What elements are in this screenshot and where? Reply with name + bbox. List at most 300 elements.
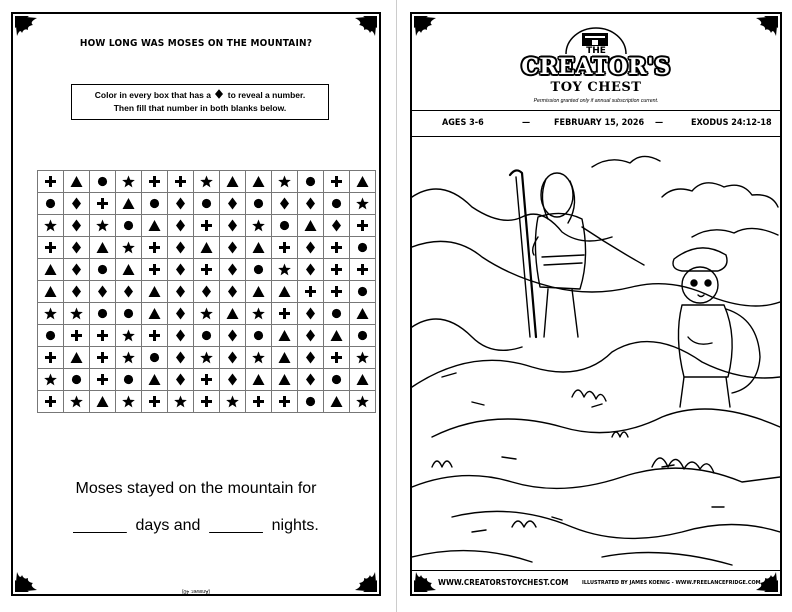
grid-cell[interactable] (38, 193, 64, 215)
separator-dash: — (655, 118, 664, 128)
grid-cell[interactable] (246, 369, 272, 391)
grid-cell[interactable] (272, 391, 298, 413)
grid-cell[interactable] (246, 215, 272, 237)
sentence-line: Moses stayed on the mountain for (75, 480, 317, 497)
grid-cell[interactable] (116, 369, 142, 391)
star-icon (70, 307, 83, 320)
grid-cell[interactable] (246, 193, 272, 215)
grid-cell[interactable] (220, 237, 246, 259)
grid-cell[interactable] (194, 369, 220, 391)
grid-row (38, 215, 376, 237)
grid-cell[interactable] (272, 369, 298, 391)
circle-icon (356, 329, 369, 342)
grid-cell[interactable] (194, 259, 220, 281)
circle-icon (96, 175, 109, 188)
grid-cell[interactable] (194, 325, 220, 347)
triangle-icon (356, 373, 369, 386)
triangle-icon (330, 329, 343, 342)
grid-cell[interactable] (64, 303, 90, 325)
grid-cell[interactable] (272, 215, 298, 237)
grid-cell[interactable] (298, 325, 324, 347)
plus-icon (148, 395, 161, 408)
grid-cell[interactable] (350, 391, 376, 413)
triangle-icon (148, 285, 161, 298)
info-bar (412, 110, 780, 137)
grid-cell[interactable] (350, 347, 376, 369)
grid-cell[interactable] (38, 237, 64, 259)
plus-icon (44, 241, 57, 254)
diamond-icon (304, 307, 317, 320)
grid-cell[interactable] (38, 369, 64, 391)
circle-icon (122, 373, 135, 386)
plus-icon (44, 351, 57, 364)
instruction-box (71, 84, 329, 120)
grid-cell[interactable] (64, 237, 90, 259)
grid-cell[interactable] (246, 303, 272, 325)
triangle-icon (356, 175, 369, 188)
diamond-icon (174, 219, 187, 232)
grid-cell[interactable] (324, 171, 350, 193)
circle-icon (304, 395, 317, 408)
diamond-icon (174, 373, 187, 386)
plus-icon (200, 219, 213, 232)
circle-icon (200, 329, 213, 342)
grid-cell[interactable] (298, 215, 324, 237)
grid-cell[interactable] (324, 193, 350, 215)
plus-icon (148, 263, 161, 276)
circle-icon (148, 197, 161, 210)
circle-icon (96, 263, 109, 276)
triangle-icon (252, 285, 265, 298)
grid-cell[interactable] (38, 325, 64, 347)
circle-icon (252, 263, 265, 276)
plus-icon (96, 329, 109, 342)
triangle-icon (226, 307, 239, 320)
grid-cell[interactable] (116, 325, 142, 347)
diamond-icon (70, 241, 83, 254)
grid-cell[interactable] (272, 303, 298, 325)
symbol-grid (37, 170, 376, 413)
grid-cell[interactable] (194, 303, 220, 325)
grid-cell[interactable] (324, 281, 350, 303)
grid-cell[interactable] (298, 347, 324, 369)
triangle-icon (122, 263, 135, 276)
grid-cell[interactable] (64, 259, 90, 281)
plus-icon (148, 241, 161, 254)
instruction-text: Color in every box that has a (94, 90, 211, 100)
grid-cell[interactable] (38, 171, 64, 193)
grid-cell[interactable] (350, 171, 376, 193)
grid-cell[interactable] (298, 281, 324, 303)
grid-cell[interactable] (350, 215, 376, 237)
grid-cell[interactable] (38, 259, 64, 281)
star-icon (356, 351, 369, 364)
triangle-icon (278, 351, 291, 364)
grid-cell[interactable] (246, 171, 272, 193)
grid-cell[interactable] (194, 215, 220, 237)
grid-cell[interactable] (116, 391, 142, 413)
grid-cell[interactable] (168, 171, 194, 193)
diamond-icon (278, 197, 291, 210)
grid-cell[interactable] (298, 237, 324, 259)
grid-cell[interactable] (194, 281, 220, 303)
plus-icon (44, 175, 57, 188)
diamond-icon (174, 285, 187, 298)
diamond-icon (226, 373, 239, 386)
diamond-icon (174, 241, 187, 254)
grid-cell[interactable] (168, 347, 194, 369)
grid-cell[interactable] (142, 237, 168, 259)
diamond-icon (96, 285, 109, 298)
logo-subtitle: TOY CHEST (550, 80, 642, 95)
diamond-icon (174, 329, 187, 342)
grid-cell[interactable] (38, 391, 64, 413)
grid-cell[interactable] (220, 171, 246, 193)
instruction-text: Then fill that number in both blanks below. (113, 103, 287, 113)
plus-icon (200, 373, 213, 386)
grid-cell[interactable] (350, 325, 376, 347)
plus-icon (330, 285, 343, 298)
star-icon (356, 395, 369, 408)
triangle-icon (44, 285, 57, 298)
triangle-icon (278, 329, 291, 342)
grid-cell[interactable] (64, 391, 90, 413)
grid-cell[interactable] (324, 237, 350, 259)
triangle-icon (148, 373, 161, 386)
plus-icon (356, 219, 369, 232)
grid-cell[interactable] (324, 259, 350, 281)
grid-cell[interactable] (90, 215, 116, 237)
diamond-icon (226, 263, 239, 276)
grid-cell[interactable] (350, 237, 376, 259)
grid-cell[interactable] (246, 281, 272, 303)
grid-cell[interactable] (168, 369, 194, 391)
grid-cell[interactable] (220, 259, 246, 281)
grid-cell[interactable] (64, 215, 90, 237)
circle-icon (330, 307, 343, 320)
diamond-icon (304, 197, 317, 210)
grid-cell[interactable] (90, 259, 116, 281)
grid-cell[interactable] (220, 391, 246, 413)
plus-icon (330, 241, 343, 254)
star-icon (278, 263, 291, 276)
grid-cell[interactable] (142, 171, 168, 193)
grid-cell[interactable] (246, 391, 272, 413)
grid-cell[interactable] (194, 391, 220, 413)
grid-cell[interactable] (272, 237, 298, 259)
grid-cell[interactable] (272, 281, 298, 303)
grid-cell[interactable] (298, 369, 324, 391)
circle-icon (356, 241, 369, 254)
illustrator-credit: ILLUSTRATED BY JAMES KOENIG - WWW.FREELANCEFRIDGE.COM (582, 579, 761, 586)
plus-icon (356, 263, 369, 276)
grid-cell[interactable] (38, 347, 64, 369)
grid-row (38, 281, 376, 303)
circle-icon (44, 197, 57, 210)
grid-cell[interactable] (168, 259, 194, 281)
circle-icon (96, 307, 109, 320)
grid-cell[interactable] (220, 303, 246, 325)
grid-cell[interactable] (324, 303, 350, 325)
grid-cell[interactable] (142, 259, 168, 281)
grid-cell[interactable] (116, 281, 142, 303)
grid-cell[interactable] (246, 237, 272, 259)
grid-cell[interactable] (246, 259, 272, 281)
grid-cell[interactable] (90, 347, 116, 369)
star-icon (44, 373, 57, 386)
grid-cell[interactable] (64, 193, 90, 215)
grid-cell[interactable] (272, 259, 298, 281)
circle-icon (356, 285, 369, 298)
header (412, 14, 780, 118)
star-icon (252, 351, 265, 364)
diamond-icon (226, 329, 239, 342)
puzzle-title: HOW LONG WAS MOSES ON THE MOUNTAIN? (79, 38, 313, 49)
plus-icon (330, 351, 343, 364)
grid-cell[interactable] (38, 281, 64, 303)
triangle-icon (278, 373, 291, 386)
grid-cell[interactable] (64, 347, 90, 369)
grid-cell[interactable] (272, 171, 298, 193)
plus-icon (148, 175, 161, 188)
star-icon (226, 395, 239, 408)
circle-icon (278, 219, 291, 232)
grid-cell[interactable] (90, 325, 116, 347)
answer-blanks-sentence[interactable]: ______ days and ______ nights. (73, 517, 319, 534)
grid-cell[interactable] (272, 347, 298, 369)
star-icon (252, 307, 265, 320)
plus-icon (96, 351, 109, 364)
grid-cell[interactable] (168, 215, 194, 237)
grid-cell[interactable] (142, 391, 168, 413)
grid-row (38, 391, 376, 413)
grid-cell[interactable] (298, 259, 324, 281)
grid-cell[interactable] (194, 193, 220, 215)
plus-icon (330, 175, 343, 188)
circle-icon (122, 307, 135, 320)
grid-cell[interactable] (90, 281, 116, 303)
grid-cell[interactable] (116, 193, 142, 215)
grid-cell[interactable] (350, 303, 376, 325)
grid-cell[interactable] (116, 171, 142, 193)
triangle-icon (148, 307, 161, 320)
grid-cell[interactable] (350, 369, 376, 391)
plus-icon (70, 329, 83, 342)
star-icon (278, 175, 291, 188)
grid-cell[interactable] (272, 325, 298, 347)
grid-row (38, 325, 376, 347)
grid-cell[interactable] (116, 259, 142, 281)
grid-cell[interactable] (324, 325, 350, 347)
grid-cell[interactable] (246, 347, 272, 369)
plus-icon (44, 395, 57, 408)
circle-icon (122, 219, 135, 232)
star-icon (174, 395, 187, 408)
grid-cell[interactable] (168, 325, 194, 347)
circle-icon (330, 197, 343, 210)
triangle-icon (252, 175, 265, 188)
grid-cell[interactable] (142, 325, 168, 347)
triangle-icon (200, 241, 213, 254)
grid-cell[interactable] (142, 215, 168, 237)
logo-title: CREATOR'S (521, 54, 671, 80)
grid-cell[interactable] (142, 347, 168, 369)
grid-row (38, 303, 376, 325)
grid-cell[interactable] (142, 281, 168, 303)
grid-cell[interactable] (64, 325, 90, 347)
star-icon (200, 307, 213, 320)
grid-cell[interactable] (220, 369, 246, 391)
grid-cell[interactable] (168, 391, 194, 413)
separator-dash: — (522, 118, 531, 128)
grid-cell[interactable] (116, 347, 142, 369)
diamond-icon (304, 263, 317, 276)
diamond-icon (304, 241, 317, 254)
diamond-icon (226, 285, 239, 298)
grid-row (38, 259, 376, 281)
grid-cell[interactable] (298, 171, 324, 193)
grid-cell[interactable] (38, 215, 64, 237)
grid-cell[interactable] (220, 347, 246, 369)
grid-cell[interactable] (220, 325, 246, 347)
diamond-icon (70, 197, 83, 210)
grid-cell[interactable] (116, 237, 142, 259)
diamond-icon (226, 351, 239, 364)
logo-the: THE (586, 46, 606, 56)
coloring-illustration (412, 137, 780, 572)
grid-cell[interactable] (324, 215, 350, 237)
grid-cell[interactable] (38, 303, 64, 325)
diamond-icon (304, 373, 317, 386)
circle-icon (200, 197, 213, 210)
grid-cell[interactable] (220, 215, 246, 237)
grid-cell[interactable] (90, 171, 116, 193)
grid-row (38, 237, 376, 259)
grid-cell[interactable] (142, 369, 168, 391)
puzzle-page (11, 12, 381, 596)
star-icon (44, 219, 57, 232)
star-icon (200, 175, 213, 188)
grid-cell[interactable] (350, 193, 376, 215)
star-icon (122, 175, 135, 188)
triangle-icon (278, 285, 291, 298)
plus-icon (330, 263, 343, 276)
grid-cell[interactable] (350, 259, 376, 281)
grid-row (38, 193, 376, 215)
grid-cell[interactable] (90, 303, 116, 325)
triangle-icon (226, 175, 239, 188)
grid-cell[interactable] (324, 347, 350, 369)
plus-icon (252, 395, 265, 408)
lesson-date: FEBRUARY 15, 2026 (554, 118, 645, 128)
grid-cell[interactable] (168, 303, 194, 325)
grid-cell[interactable] (168, 237, 194, 259)
triangle-icon (44, 263, 57, 276)
triangle-icon (252, 373, 265, 386)
plus-icon (278, 395, 291, 408)
plus-icon (174, 175, 187, 188)
coloring-page (410, 12, 782, 596)
grid-cell[interactable] (90, 369, 116, 391)
triangle-icon (148, 219, 161, 232)
triangle-icon (70, 351, 83, 364)
grid-cell[interactable] (272, 193, 298, 215)
grid-cell[interactable] (220, 193, 246, 215)
grid-cell[interactable] (142, 193, 168, 215)
grid-cell[interactable] (194, 237, 220, 259)
grid-cell[interactable] (90, 193, 116, 215)
triangle-icon (96, 395, 109, 408)
diamond-icon (330, 219, 343, 232)
grid-cell[interactable] (168, 193, 194, 215)
star-icon (200, 351, 213, 364)
grid-cell[interactable] (194, 347, 220, 369)
grid-cell[interactable] (64, 171, 90, 193)
grid-cell[interactable] (64, 281, 90, 303)
grid-cell[interactable] (168, 281, 194, 303)
plus-icon (278, 241, 291, 254)
grid-row (38, 369, 376, 391)
plus-icon (96, 197, 109, 210)
grid-row (38, 347, 376, 369)
diamond-icon (174, 197, 187, 210)
grid-cell[interactable] (298, 391, 324, 413)
diamond-icon (215, 89, 223, 99)
diamond-icon (304, 329, 317, 342)
diamond-icon (200, 285, 213, 298)
grid-cell[interactable] (324, 391, 350, 413)
grid-cell[interactable] (324, 369, 350, 391)
grid-cell[interactable] (350, 281, 376, 303)
permission-notice: Permission granted only if annual subscription current. (533, 98, 659, 104)
triangle-icon (252, 241, 265, 254)
diamond-icon (70, 219, 83, 232)
scripture-reference: EXODUS 24:12-18 (691, 118, 772, 128)
instruction-text: to reveal a number. (227, 90, 306, 100)
plus-icon (200, 263, 213, 276)
grid-cell[interactable] (90, 391, 116, 413)
diamond-icon (122, 285, 135, 298)
triangle-icon (70, 175, 83, 188)
circle-icon (330, 373, 343, 386)
star-icon (122, 241, 135, 254)
star-icon (122, 395, 135, 408)
diamond-icon (70, 263, 83, 276)
diamond-icon (226, 219, 239, 232)
grid-cell[interactable] (142, 303, 168, 325)
plus-icon (278, 307, 291, 320)
diamond-icon (174, 307, 187, 320)
grid-cell[interactable] (90, 237, 116, 259)
upside-down-answer-note: (Answer: 40) (181, 588, 211, 594)
grid-cell[interactable] (220, 281, 246, 303)
footer (412, 570, 780, 594)
triangle-icon (330, 395, 343, 408)
page-fold-line (396, 0, 397, 612)
grid-cell[interactable] (64, 369, 90, 391)
grid-cell[interactable] (246, 325, 272, 347)
grid-cell[interactable] (194, 171, 220, 193)
website-link[interactable]: WWW.CREATORSTOYCHEST.COM (438, 578, 569, 587)
grid-cell[interactable] (298, 193, 324, 215)
diamond-icon (226, 197, 239, 210)
star-icon (356, 197, 369, 210)
grid-cell[interactable] (116, 215, 142, 237)
diamond-icon (70, 285, 83, 298)
grid-cell[interactable] (298, 303, 324, 325)
circle-icon (252, 197, 265, 210)
grid-cell[interactable] (116, 303, 142, 325)
